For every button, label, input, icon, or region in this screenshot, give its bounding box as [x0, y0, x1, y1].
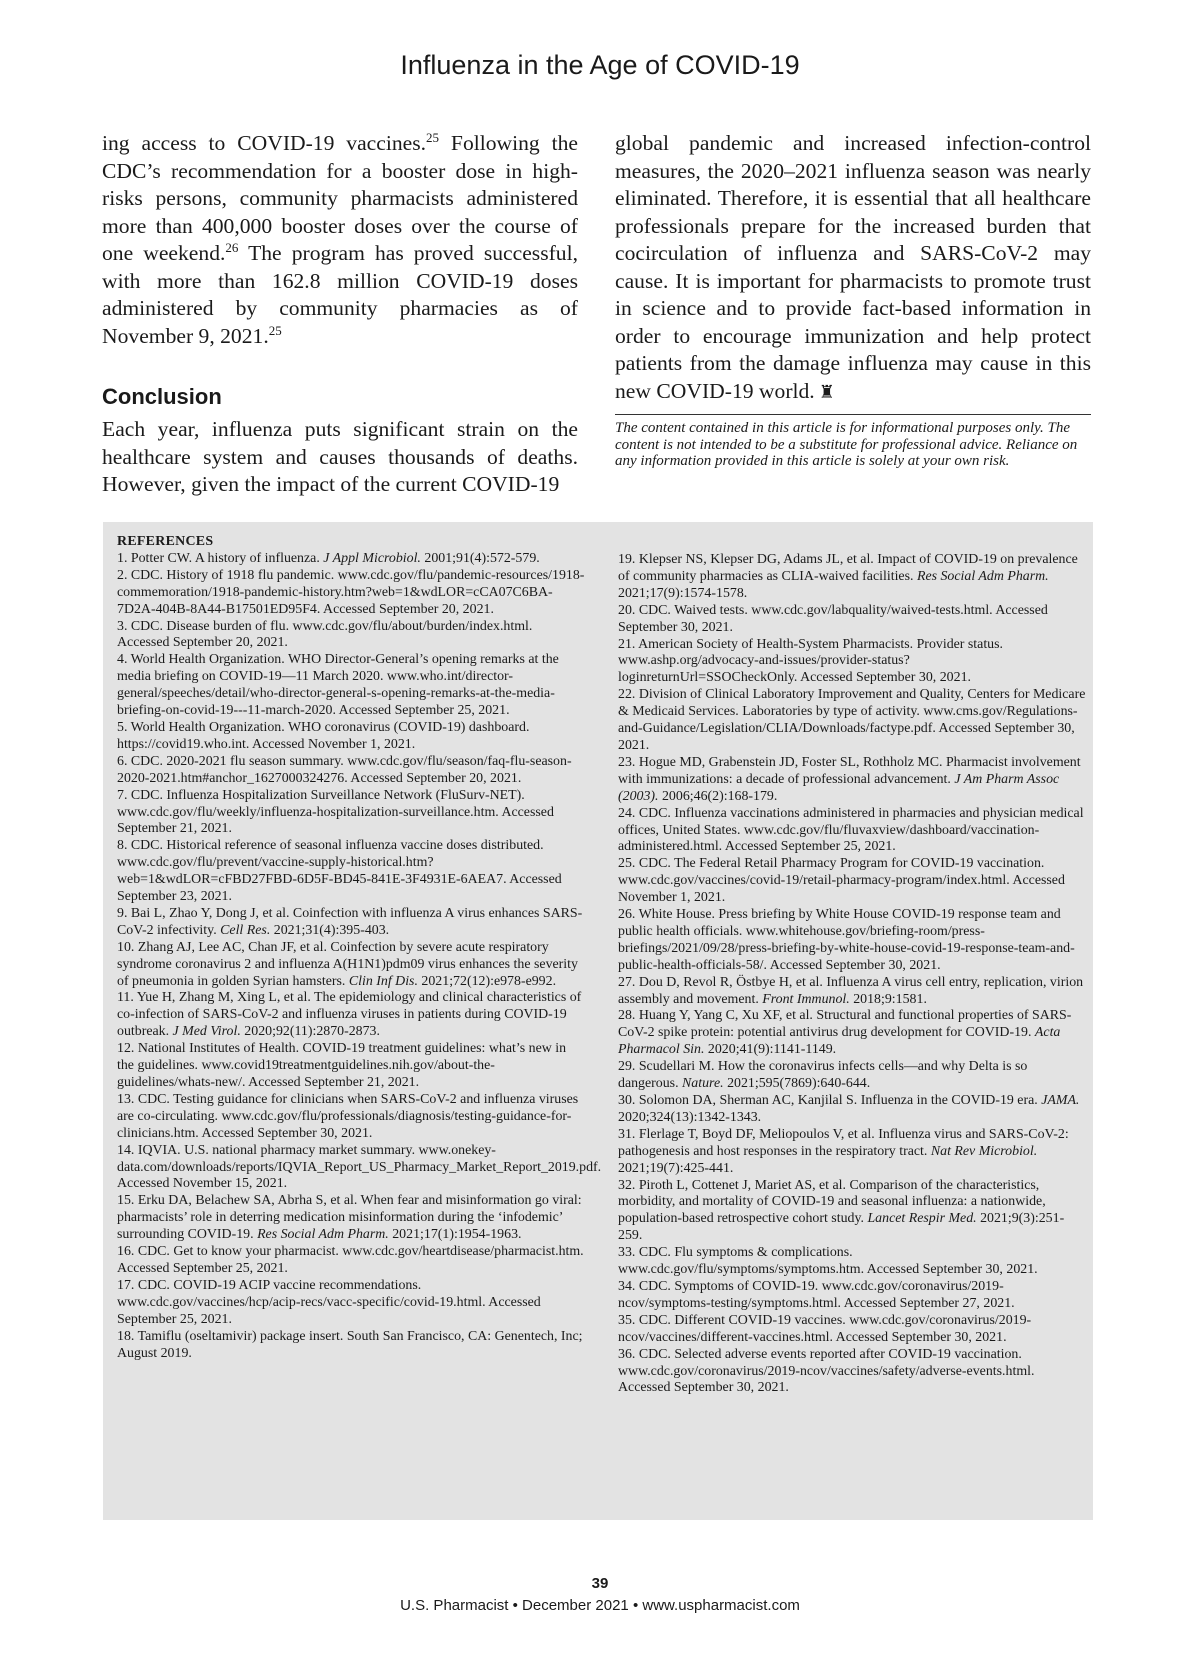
reference-text: 6. CDC. 2020-2021 flu season summary. www.cdc.gov/flu/season/faq-flu-season-2020-2021.htm#anchor_1627000324276. Accessed September 20, 2021. — [117, 753, 572, 786]
reference-item — [117, 1092, 585, 1143]
reference-item — [117, 1278, 585, 1329]
right-text-column — [615, 130, 1091, 470]
journal-name: Cell Res. — [220, 922, 271, 938]
references-title: REFERENCES — [117, 534, 214, 549]
reference-item — [117, 940, 585, 991]
journal-name: JAMA. — [1041, 1093, 1080, 1108]
reference-item — [117, 788, 585, 839]
reference-text: 8. CDC. Historical reference of seasonal influenza vaccine doses distributed. www.cdc.gov/flu/prevent/vaccine-supply-historical.htm?web=1&wdLOR=cFBD27FBD-6D5F-BD45-841E-3F4931E-6AEA7. Accessed September 23, 2021. — [117, 838, 562, 905]
reference-text: 33. CDC. Flu symptoms & complications. www.cdc.gov/flu/symptoms/symptoms.htm. Accessed September 30, 2021. — [618, 1245, 1038, 1278]
journal-name: Acta Pharmacol Sin. — [618, 1025, 1061, 1058]
disclaimer-text: The content contained in this article is for informational purposes only. The content is not intended to be a substitute for professional advice. Reliance on any information provided in this article is solely at your own risk. — [615, 420, 1078, 469]
references-right-column — [618, 552, 1086, 1397]
reference-item — [618, 1127, 1086, 1178]
reference-item — [117, 906, 585, 940]
reference-text: 36. CDC. Selected adverse events reported after COVID-19 vaccination. www.cdc.gov/coronavirus/2019-ncov/vaccines/safety/adverse-events.html. Accessed September 30, 2021. — [618, 1346, 1035, 1396]
reference-item — [117, 619, 585, 653]
journal-name: Clin Inf Dis. — [348, 973, 418, 989]
reference-text: 31. Flerlage T, Boyd DF, Meliopoulos V, et al. Influenza virus and SARS-CoV-2: pathogenesis and host responses in the respiratory tract. — [618, 1126, 1069, 1159]
text-run: global pandemic and increased infection-control measures, the 2020–2021 influenza season was nearly eliminated. Therefore, it is essential that all healthcare professionals prepare for the increased burden that cocirculation of influenza and SARS-CoV-2 may cause. It is important for pharmacists to promote trust in science and to provide fact-based information in order to encourage immunization and help protect patients from the damage influenza may cause in this new COVID-19 world. — [615, 131, 1091, 403]
reference-item — [618, 1093, 1086, 1127]
reference-text: 13. CDC. Testing guidance for clinicians when SARS-CoV-2 and influenza viruses are co-circulating. www.cdc.gov/flu/professionals/diagnosis/testing-guidance-for-clinicians.htm. Accessed September 30, 2021. — [117, 1091, 579, 1141]
reference-item — [618, 975, 1086, 1009]
reference-item — [618, 603, 1086, 637]
publication-footer: U.S. Pharmacist • December 2021 • www.uspharmacist.com — [400, 1597, 800, 1614]
reference-text: 22. Division of Clinical Laboratory Improvement and Quality, Centers for Medicare & Medicaid Services. Laboratories by type of activity. www.cms.gov/Regulations-and-Guidance/Legislation/CLIA/Downloads/factype.pdf. Accessed September 30, 2021. — [618, 687, 1086, 753]
reference-text: 25. CDC. The Federal Retail Pharmacy Program for COVID-19 vaccination. www.cdc.gov/vaccines/covid-19/retail-pharmacy-program/index.html. Accessed November 1, 2021. — [618, 856, 1065, 906]
reference-item — [618, 806, 1086, 857]
reference-item — [618, 1059, 1086, 1093]
body-paragraph-1 — [102, 130, 578, 350]
reference-citation: 2021;72(12):e978-e992. — [417, 973, 557, 989]
reference-item — [117, 551, 585, 568]
reference-text: 30. Solomon DA, Sherman AC, Kanjilal S. Influenza in the COVID-19 era. — [618, 1093, 1042, 1108]
reference-item — [117, 990, 585, 1041]
reference-text: 16. CDC. Get to know your pharmacist. www.cdc.gov/heartdisease/pharmacist.htm. Accessed September 25, 2021. — [117, 1244, 584, 1276]
reference-text: 7. CDC. Influenza Hospitalization Surveillance Network (FluSurv-NET). www.cdc.gov/flu/weekly/influenza-hospitalization-surveillance.htm. Accessed September 21, 2021. — [117, 787, 554, 837]
reference-text: 27. Dou D, Revol R, Östbye H, et al. Influenza A virus cell entry, replication, virion assembly and movement. — [618, 974, 1084, 1007]
reference-item — [117, 568, 585, 619]
conclusion-heading: Conclusion — [102, 384, 222, 409]
citation-superscript: 25 — [426, 129, 440, 145]
reference-item — [618, 637, 1086, 688]
reference-item — [117, 1329, 585, 1363]
reference-citation: 2021;17(1):1954-1963. — [388, 1227, 522, 1243]
reference-citation: 2018;9:1581. — [849, 991, 927, 1007]
text-run: ing access to COVID-19 vaccines. — [102, 131, 427, 155]
reference-text: 18. Tamiflu (oseltamivir) package insert. South San Francisco, CA: Genentech, Inc; August 2019. — [117, 1328, 583, 1361]
body-paragraph-3 — [615, 130, 1091, 406]
reference-text: 15. Erku DA, Belachew SA, Abrha S, et al. When fear and misinformation go viral: pharmacists’ role in deterring medication misinformation during the ‘infodemic’ surrounding COVID-19. — [117, 1193, 582, 1243]
reference-citation: 2021;9(3):251-259. — [618, 1211, 1065, 1244]
reference-text: 21. American Society of Health-System Pharmacists. Provider status. www.ashp.org/advocacy-and-issues/provider-status?loginreturnUrl=SSOCheckOnly. Accessed September 30, 2021. — [618, 636, 1004, 686]
reference-item — [117, 720, 585, 754]
reference-text: 19. Klepser NS, Klepser DG, Adams JL, et al. Impact of COVID-19 on prevalence of community pharmacies as CLIA-waived facilities. — [618, 552, 1078, 584]
reference-item — [618, 1008, 1086, 1059]
citation-superscript: 25 — [268, 322, 282, 338]
journal-name: J Am Pharm Assoc (2003). — [618, 771, 1060, 804]
citation-superscript: 26 — [225, 239, 239, 255]
reference-item — [618, 1178, 1086, 1246]
journal-name: Lancet Respir Med. — [867, 1211, 977, 1227]
reference-text: 32. Piroth L, Cottenet J, Mariet AS, et al. Comparison of the characteristics, morbidity, and mortality of COVID-19 and seasonal influenza: a nationwide, population-based retrospective cohort study. — [618, 1177, 1046, 1227]
reference-item — [117, 754, 585, 788]
journal-name: J Med Virol. — [172, 1024, 241, 1040]
body-paragraph-2: Each year, influenza puts significant strain on the healthcare system and causes thousands of deaths. However, given the impact of the current COVID-19 — [102, 417, 578, 496]
reference-citation: 2021;595(7869):640-644. — [723, 1076, 871, 1092]
reference-text: 10. Zhang AJ, Lee AC, Chan JF, et al. Coinfection by severe acute respiratory syndrome coronavirus 2 and influenza A(H1N1)pdm09 virus enhances the severity of pneumonia in golden Syrian hamsters. — [117, 939, 578, 989]
reference-text: 17. CDC. COVID-19 ACIP vaccine recommendations. www.cdc.gov/vaccines/hcp/acip-recs/vacc-specific/covid-19.html. Accessed September 25, 2021. — [117, 1277, 541, 1327]
reference-item — [618, 755, 1086, 806]
disclaimer-divider — [615, 414, 1091, 415]
reference-item — [618, 1313, 1086, 1347]
running-title: Influenza in the Age of COVID-19 — [400, 50, 800, 80]
end-of-article-icon: ♜ — [818, 381, 835, 402]
reference-citation: 2021;19(7):425-441. — [618, 1160, 734, 1176]
reference-item — [618, 687, 1086, 755]
reference-text: 26. White House. Press briefing by White House COVID-19 response team and public health officials. www.whitehouse.gov/briefing-room/press-briefings/2021/09/28/press-briefing-by-white-house-covid-19-response-team-and-public-health-officials-58/. Accessed September 30, 2021. — [618, 907, 1075, 973]
reference-item — [618, 1279, 1086, 1313]
reference-text: 2. CDC. History of 1918 flu pandemic. www.cdc.gov/flu/pandemic-resources/1918-commemoration/1918-pandemic-history.htm?web=1&wdLOR=cCA07C6BA-7D2A-404B-8A44-B17501ED95F4. Accessed September 20, 2021. — [117, 567, 585, 617]
references-left-column — [117, 534, 602, 1362]
text-run: Following the CDC’s recommendation for a booster dose in high-risks persons, community pharmacists administered more than 400,000 booster doses over the course of one weekend. — [102, 131, 578, 265]
reference-text: 29. Scudellari M. How the coronavirus infects cells—and why Delta is so dangerous. — [618, 1059, 1028, 1092]
page-number: 39 — [591, 1575, 609, 1592]
reference-item — [618, 552, 1086, 603]
reference-text: 3. CDC. Disease burden of flu. www.cdc.gov/flu/about/burden/index.html. Accessed September 20, 2021. — [117, 618, 533, 651]
reference-item — [117, 838, 585, 906]
reference-text: 11. Yue H, Zhang M, Xing L, et al. The epidemiology and clinical characteristics of co-infection of SARS-CoV-2 and influenza viruses in patients during COVID-19 outbreak. — [117, 990, 582, 1040]
text-run: The program has proved successful, with more than 162.8 million COVID-19 doses administered by community pharmacies as of November 9, 2021. — [102, 241, 578, 348]
reference-citation: 2020;92(11):2870-2873. — [240, 1024, 380, 1040]
reference-text: 35. CDC. Different COVID-19 vaccines. www.cdc.gov/coronavirus/2019-ncov/vaccines/different-vaccines.html. Accessed September 30, 2021. — [618, 1312, 1032, 1345]
left-text-column — [102, 130, 578, 499]
reference-text: 20. CDC. Waived tests. www.cdc.gov/labquality/waived-tests.html. Accessed September 30, 2021. — [618, 602, 1048, 635]
reference-text: 28. Huang Y, Yang C, Xu XF, et al. Structural and functional properties of SARS-CoV-2 spike protein: potential antivirus drug development for COVID-19. — [618, 1008, 1072, 1041]
reference-text: 12. National Institutes of Health. COVID-19 treatment guidelines: what’s new in the guidelines. www.covid19treatmentguidelines.nih.gov/about-the-guidelines/whats-new/. Accessed September 21, 2021. — [117, 1041, 567, 1090]
reference-item — [117, 1244, 585, 1278]
reference-item — [618, 907, 1086, 975]
journal-name: J Appl Microbiol. — [323, 550, 421, 566]
reference-item — [117, 1193, 585, 1244]
journal-name: Nat Rev Microbiol. — [930, 1143, 1038, 1159]
journal-name: Res Social Adm Pharm. — [257, 1227, 389, 1243]
reference-item — [117, 652, 585, 720]
reference-text: 34. CDC. Symptoms of COVID-19. www.cdc.gov/coronavirus/2019-ncov/symptoms-testing/symptoms.html. Accessed September 27, 2021. — [618, 1278, 1015, 1311]
reference-item — [117, 1041, 585, 1092]
reference-text: 1. Potter CW. A history of influenza. — [117, 550, 324, 566]
reference-item — [618, 1245, 1086, 1279]
journal-name: Front Immunol. — [762, 991, 850, 1007]
reference-item — [618, 1347, 1086, 1398]
journal-name: Res Social Adm Pharm. — [916, 568, 1049, 584]
reference-item — [618, 856, 1086, 907]
reference-citation: 2020;324(13):1342-1343. — [618, 1109, 762, 1125]
reference-citation: 2021;17(9):1574-1578. — [618, 585, 748, 601]
reference-text: 24. CDC. Influenza vaccinations administered in pharmacies and physician medical offices, United States. www.cdc.gov/flu/fluvaxview/dashboard/vaccination-administered.html. Accessed September 25, 2021. — [618, 805, 1084, 855]
reference-text: 9. Bai L, Zhao Y, Dong J, et al. Coinfection with influenza A virus enhances SARS-CoV-2 infectivity. — [117, 905, 583, 938]
reference-text: 4. World Health Organization. WHO Director-General’s opening remarks at the media briefing on COVID-19—11 March 2020. www.who.int/director-general/speeches/detail/who-director-general-s-opening-remarks-at-the-media-briefing-on-covid-19---11-march-2020. Accessed September 25, 2021. — [117, 652, 559, 719]
journal-name: Nature. — [682, 1076, 724, 1092]
reference-citation: 2001;91(4):572-579. — [420, 550, 540, 566]
reference-citation: 2021;31(4):395-403. — [270, 922, 390, 938]
reference-text: 23. Hogue MD, Grabenstein JD, Foster SL, Rothholz MC. Pharmacist involvement with immunizations: a decade of professional advancement. — [618, 754, 1081, 787]
reference-citation: 2020;41(9):1141-1149. — [704, 1042, 837, 1058]
reference-item — [117, 1142, 602, 1194]
references-box — [103, 522, 1093, 1520]
reference-citation: 2006;46(2):168-179. — [658, 788, 778, 804]
reference-text: 5. World Health Organization. WHO coronavirus (COVID-19) dashboard. https://covid19.who.int. Accessed November 1, 2021. — [117, 719, 530, 752]
reference-text: 14. IQVIA. U.S. national pharmacy market summary. www.onekey-data.com/downloads/reports/IQVIA_Report_US_Pharmacy_Market_Report_2019.pdf. Accessed November 15, 2021. — [117, 1142, 602, 1192]
